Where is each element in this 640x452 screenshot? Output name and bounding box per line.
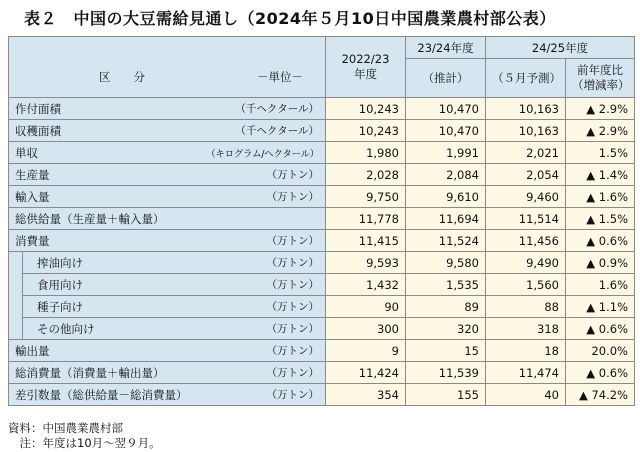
table-row (9, 208, 635, 230)
row-unit: （万トン） (266, 169, 319, 181)
footer-source: 資料：中国農業農村部 (8, 421, 123, 435)
indent-spacer (9, 296, 23, 318)
table-row (9, 340, 635, 362)
value-2022: 11,424 (326, 362, 406, 384)
row-label: 輸入量 (15, 189, 50, 204)
table-row (9, 384, 635, 406)
row-unit: （キログラム/ヘクタール） (206, 148, 319, 160)
value-2022: 11,778 (326, 208, 406, 230)
value-2324: 11,694 (406, 208, 486, 230)
value-change: 1.6% (566, 274, 635, 296)
value-2425: 2,021 (486, 142, 566, 164)
row-label: 総消費量（消費量＋輸出量） (15, 365, 165, 380)
row-label: 収穫面積 (15, 123, 61, 138)
value-2324: 10,470 (406, 120, 486, 142)
row-label-cell (9, 164, 326, 186)
row-unit: （万トン） (266, 235, 319, 247)
row-label-cell (23, 296, 326, 318)
header-kubun-cell (9, 37, 326, 98)
indent-spacer (9, 318, 23, 340)
value-2425: 40 (486, 384, 566, 406)
indent-spacer (9, 252, 23, 274)
value-2425: 88 (486, 296, 566, 318)
row-label: 食用向け (37, 277, 83, 292)
value-2022: 9,750 (326, 186, 406, 208)
row-unit: （万トン） (266, 191, 319, 203)
value-2425: 1,560 (486, 274, 566, 296)
header-2425: 24/25年度 (486, 37, 635, 59)
table-row (9, 164, 635, 186)
value-2022: 9 (326, 340, 406, 362)
value-2324: 89 (406, 296, 486, 318)
row-label-cell (9, 186, 326, 208)
row-label: 総供給量（生産量＋輸入量） (15, 211, 165, 226)
row-unit: （万トン） (266, 367, 319, 379)
row-label-cell (23, 318, 326, 340)
table-row (9, 296, 635, 318)
value-2324: 10,470 (406, 98, 486, 120)
value-2324: 11,539 (406, 362, 486, 384)
row-label: 輸出量 (15, 343, 50, 358)
value-2324: 155 (406, 384, 486, 406)
table-row (9, 186, 635, 208)
header-2425-sub: （５月予測） (486, 59, 566, 98)
table-row (9, 252, 635, 274)
value-2022: 354 (326, 384, 406, 406)
row-unit: （千ヘクタール） (235, 103, 319, 115)
row-label: 差引数量（総供給量－総消費量） (15, 387, 188, 402)
value-change: ▲ 1.5% (566, 208, 635, 230)
row-label: 生産量 (15, 167, 50, 182)
header-unit: －単位－ (257, 70, 303, 84)
row-unit: （千ヘクタール） (235, 125, 319, 137)
value-2324: 2,084 (406, 164, 486, 186)
value-2022: 11,415 (326, 230, 406, 252)
value-change: ▲ 2.9% (566, 120, 635, 142)
value-2324: 9,610 (406, 186, 486, 208)
supply-demand-table (8, 36, 635, 406)
table-row (9, 318, 635, 340)
value-change: 20.0% (566, 340, 635, 362)
value-2022: 9,593 (326, 252, 406, 274)
row-label: 搾油向け (37, 255, 83, 270)
row-label-cell (9, 120, 326, 142)
value-2324: 1,991 (406, 142, 486, 164)
value-2425: 10,163 (486, 120, 566, 142)
value-change: ▲ 0.6% (566, 362, 635, 384)
header-change: 前年度比 （増減率） (566, 59, 635, 98)
row-unit: （万トン） (266, 389, 319, 401)
row-unit: （万トン） (266, 323, 319, 335)
row-label: 種子向け (37, 299, 83, 314)
row-label-cell (23, 252, 326, 274)
value-2022: 2,028 (326, 164, 406, 186)
value-2425: 9,460 (486, 186, 566, 208)
value-2324: 15 (406, 340, 486, 362)
value-change: ▲ 0.9% (566, 252, 635, 274)
value-2425: 9,490 (486, 252, 566, 274)
row-label-cell (23, 274, 326, 296)
value-change: ▲ 74.2% (566, 384, 635, 406)
row-label: 消費量 (15, 233, 50, 248)
table-title: 表２ 中国の大豆需給見通し（2024年５月10日中国農業農村部公表） (24, 9, 556, 28)
row-label-cell (9, 362, 326, 384)
value-2425: 11,514 (486, 208, 566, 230)
value-change: ▲ 0.6% (566, 230, 635, 252)
row-label-cell (9, 230, 326, 252)
value-2324: 1,535 (406, 274, 486, 296)
value-2324: 9,580 (406, 252, 486, 274)
value-change: ▲ 1.1% (566, 296, 635, 318)
row-label: 作付面積 (15, 101, 61, 116)
value-2425: 18 (486, 340, 566, 362)
row-unit: （万トン） (266, 301, 319, 313)
value-change: ▲ 0.6% (566, 318, 635, 340)
table-row (9, 98, 635, 120)
header-2022: 2022/23 年度 (326, 37, 406, 98)
indent-spacer (9, 274, 23, 296)
value-2324: 11,524 (406, 230, 486, 252)
row-label-cell (9, 142, 326, 164)
value-change: ▲ 1.4% (566, 164, 635, 186)
row-unit: （万トン） (266, 257, 319, 269)
table-row (9, 142, 635, 164)
row-label: その他向け (37, 321, 95, 336)
value-2022: 10,243 (326, 98, 406, 120)
row-unit: （万トン） (266, 279, 319, 291)
value-change: ▲ 1.6% (566, 186, 635, 208)
table-row (9, 362, 635, 384)
value-2324: 320 (406, 318, 486, 340)
table-row (9, 274, 635, 296)
value-2425: 2,054 (486, 164, 566, 186)
header-2324: 23/24年度 (406, 37, 486, 59)
footer-note: 注：年度は10月～翌９月。 (8, 436, 161, 450)
value-2022: 300 (326, 318, 406, 340)
row-label-cell (9, 384, 326, 406)
row-unit: （万トン） (266, 345, 319, 357)
table-row (9, 230, 635, 252)
row-label-cell (9, 340, 326, 362)
value-2425: 11,474 (486, 362, 566, 384)
value-change: ▲ 2.9% (566, 98, 635, 120)
header-kubun: 区 分 (99, 70, 145, 84)
row-label-cell (9, 208, 326, 230)
value-2022: 10,243 (326, 120, 406, 142)
header-2324-sub: （推計） (406, 59, 486, 98)
row-label-cell (9, 98, 326, 120)
value-change: 1.5% (566, 142, 635, 164)
row-label: 単収 (15, 145, 38, 160)
value-2022: 90 (326, 296, 406, 318)
table-row (9, 120, 635, 142)
value-2022: 1,432 (326, 274, 406, 296)
value-2425: 11,456 (486, 230, 566, 252)
table-body (9, 98, 635, 406)
value-2425: 10,163 (486, 98, 566, 120)
value-2425: 318 (486, 318, 566, 340)
value-2022: 1,980 (326, 142, 406, 164)
